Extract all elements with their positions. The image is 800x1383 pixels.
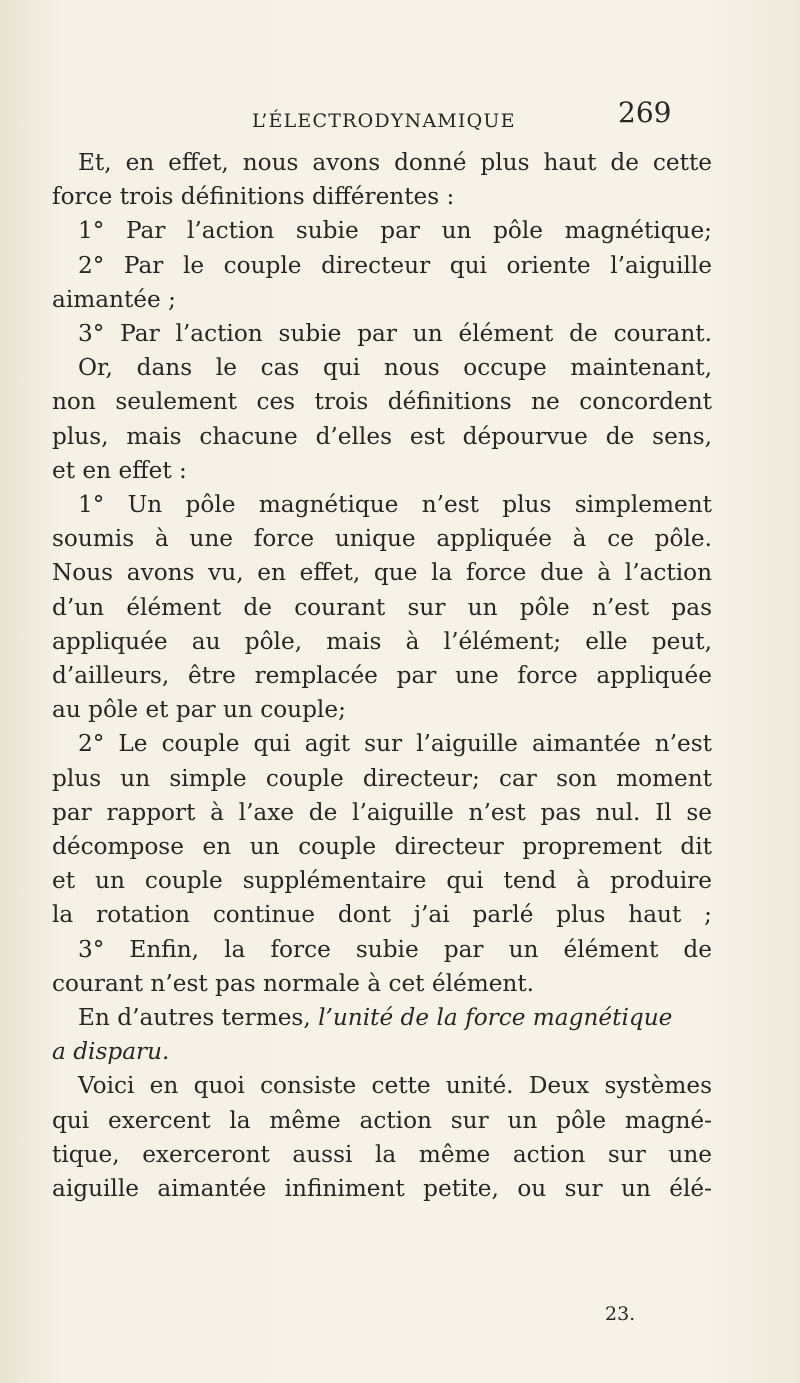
text-line: plus un simple couple directeur; car son moment bbox=[52, 764, 712, 792]
text-line: 2° Par le couple directeur qui oriente l’aiguille bbox=[78, 251, 712, 279]
text-line: aimantée ; bbox=[52, 285, 176, 313]
text-line: d’un élément de courant sur un pôle n’est pas bbox=[52, 593, 712, 621]
text-line: et en effet : bbox=[52, 456, 187, 484]
text-line: la rotation continue dont j’ai parlé plus haut ; bbox=[52, 901, 712, 929]
text-line: Voici en quoi consiste cette unité. Deux systèmes bbox=[78, 1072, 712, 1100]
page-header bbox=[0, 96, 800, 136]
running-title: L’ÉLECTRODYNAMIQUE bbox=[252, 110, 516, 132]
text-line: 3° Enfin, la force subie par un élément de bbox=[78, 935, 712, 963]
italic-phrase: l’unité de la force magnétique bbox=[318, 1004, 673, 1032]
text-line: aiguille aimantée infiniment petite, ou sur un élé- bbox=[52, 1175, 712, 1203]
text-line: 1° Par l’action subie par un pôle magnétique; bbox=[78, 217, 712, 245]
text-line: 1° Un pôle magnétique n’est plus simplement bbox=[78, 491, 712, 519]
text-line: Et, en effet, nous avons donné plus haut de cette bbox=[78, 149, 712, 176]
text-line: 2° Le couple qui agit sur l’aiguille aimantée n’est bbox=[78, 730, 712, 758]
text-line-with-italic bbox=[52, 1001, 712, 1035]
text-line: Or, dans le cas qui nous occupe maintenant, bbox=[78, 354, 712, 382]
text-line: par rapport à l’axe de l’aiguille n’est pas nul. Il se bbox=[52, 798, 712, 826]
text-line: d’ailleurs, être remplacée par une force appliquée bbox=[52, 662, 712, 690]
text-line: courant n’est pas normale à cet élément. bbox=[52, 969, 535, 997]
text-line: force trois définitions différentes : bbox=[52, 183, 455, 211]
text-line: appliquée au pôle, mais à l’élément; elle peut, bbox=[52, 627, 712, 655]
text-line: au pôle et par un couple; bbox=[52, 696, 346, 724]
text-line: non seulement ces trois définitions ne concordent bbox=[52, 388, 712, 416]
text-line: soumis à une force unique appliquée à ce pôle. bbox=[52, 525, 712, 553]
text-line: Nous avons vu, en effet, que la force due à l’action bbox=[52, 559, 712, 587]
text-line: a disparu. bbox=[52, 1038, 170, 1066]
signature-mark: 23. bbox=[605, 1303, 636, 1325]
text-line: qui exercent la même action sur un pôle magné- bbox=[52, 1106, 712, 1134]
text-line: décompose en un couple directeur proprement dit bbox=[52, 833, 712, 861]
text-line: tique, exerceront aussi la même action sur une bbox=[52, 1140, 712, 1168]
text-line: 3° Par l’action subie par un élément de courant. bbox=[78, 320, 712, 348]
text-line: et un couple supplémentaire qui tend à produire bbox=[52, 867, 712, 895]
text-line: plus, mais chacune d’elles est dépourvue de sens, bbox=[52, 422, 712, 450]
body-text bbox=[52, 146, 712, 1206]
text-fragment: En d’autres termes, bbox=[78, 1004, 319, 1032]
page-number: 269 bbox=[618, 96, 672, 129]
